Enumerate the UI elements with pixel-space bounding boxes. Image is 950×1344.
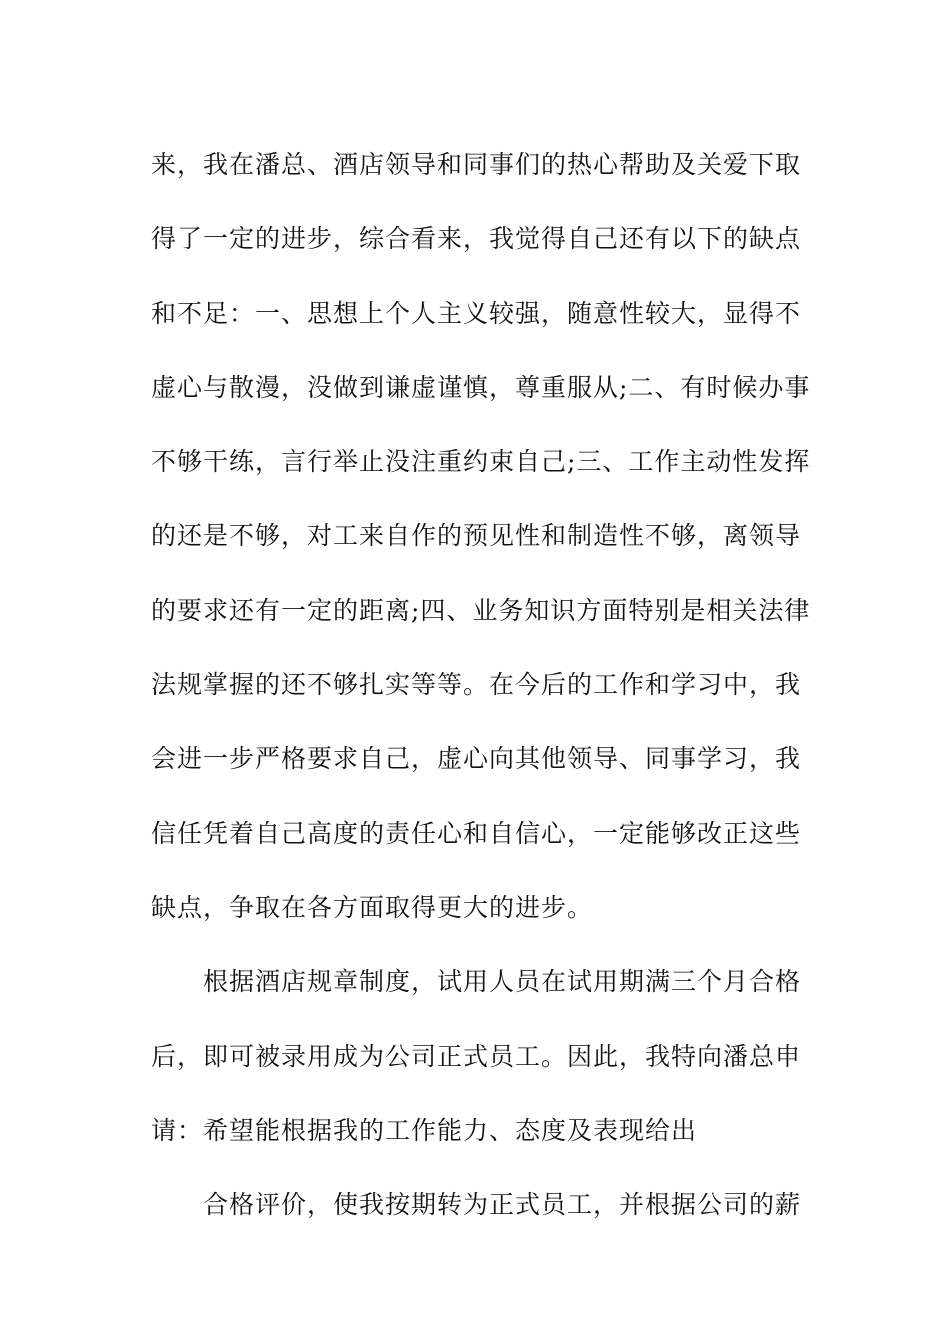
text-line: 得了一定的进步，综合看来，我觉得自己还有以下的缺点 (151, 224, 802, 254)
text-line: 的还是不够，对工来自作的预见性和制造性不够，离领导 (151, 521, 802, 551)
text-line: 来，我在潘总、酒店领导和同事们的热心帮助及关爱下取 (151, 150, 802, 179)
paragraph-start-line: 合格评价，使我按期转为正式员工，并根据公司的薪 (203, 1190, 802, 1220)
text-line: 请：希望能根据我的工作能力、态度及表现给出 (151, 1115, 698, 1145)
text-line: 法规掌握的还不够扎实等等。在今后的工作和学习中，我 (151, 670, 802, 700)
text-line: 的要求还有一定的距离;四、业务知识方面特别是相关法律 (151, 595, 811, 625)
text-line: 会进一步严格要求自己，虚心向其他领导、同事学习，我 (151, 744, 802, 774)
text-line: 虚心与散漫，没做到谦虚谨慎，尊重服从;二、有时候办事 (151, 372, 811, 402)
text-line: 不够干练，言行举止没注重约束自己;三、工作主动性发挥 (151, 447, 811, 477)
body-text (151, 128, 811, 1242)
text-line: 缺点，争取在各方面取得更大的进步。 (151, 892, 594, 922)
text-line: 信任凭着自己高度的责任心和自信心，一定能够改正这些 (151, 818, 802, 848)
text-line: 和不足：一、思想上个人主义较强，随意性较大，显得不 (151, 298, 802, 328)
text-line: 后，即可被录用成为公司正式员工。因此，我特向潘总申 (151, 1041, 802, 1071)
paragraph-start-line: 根据酒店规章制度，试用人员在试用期满三个月合格 (203, 967, 802, 997)
